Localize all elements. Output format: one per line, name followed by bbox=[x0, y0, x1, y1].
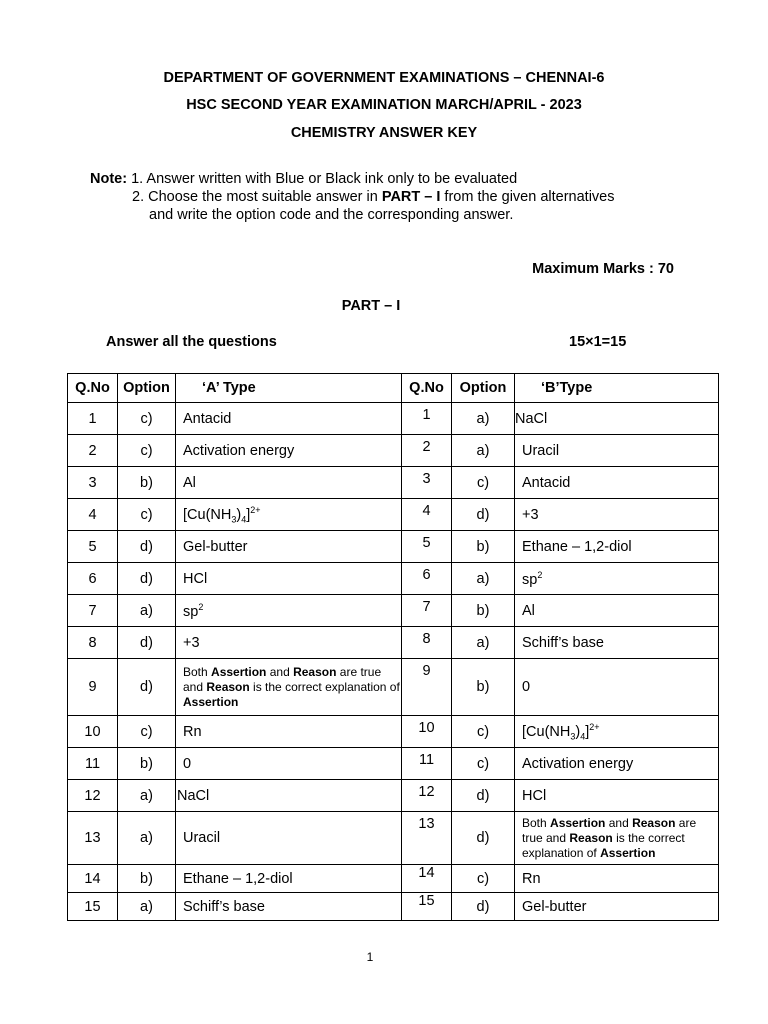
cell-option-b: a) bbox=[452, 563, 515, 595]
cell-option-a: a) bbox=[118, 595, 176, 627]
cell-answer-a bbox=[176, 499, 402, 531]
cell-qno-b: 2 bbox=[402, 435, 452, 467]
cell-answer-a: HCl bbox=[176, 563, 402, 595]
cell-answer-b: HCl bbox=[515, 780, 719, 812]
note-item-2-cont: and write the option code and the corresponding answer. bbox=[149, 207, 514, 223]
cell-qno-b: 13 bbox=[402, 812, 452, 865]
cell-option-a: c) bbox=[118, 403, 176, 435]
cell-answer-a: Gel-butter bbox=[176, 531, 402, 563]
answer-bold: Assertion bbox=[183, 694, 239, 709]
cell-option-a: c) bbox=[118, 716, 176, 748]
cell-qno-b: 10 bbox=[402, 716, 452, 748]
cell-option-b: c) bbox=[452, 716, 515, 748]
answer-bold: Reason bbox=[293, 664, 337, 679]
cell-option-b: b) bbox=[452, 531, 515, 563]
cell-option-b: b) bbox=[452, 659, 515, 716]
cell-answer-b bbox=[515, 812, 719, 865]
formula-superscript: 2+ bbox=[589, 721, 600, 732]
table-row bbox=[68, 435, 719, 467]
cell-answer-b: Al bbox=[515, 595, 719, 627]
formula-superscript: 2+ bbox=[250, 504, 261, 515]
formula-part: sp bbox=[522, 571, 538, 588]
cell-option-b: b) bbox=[452, 595, 515, 627]
table-row bbox=[68, 499, 719, 531]
formula-subscript: 4 bbox=[241, 514, 247, 525]
cell-option-b: c) bbox=[452, 865, 515, 893]
maximum-marks: Maximum Marks : 70 bbox=[532, 261, 674, 277]
page-number: 1 bbox=[366, 950, 374, 964]
cell-qno-a: 2 bbox=[68, 435, 118, 467]
answer-bold: Assertion bbox=[550, 815, 606, 830]
answer-bold: Reason bbox=[206, 679, 250, 694]
part-title: PART – I bbox=[341, 298, 401, 314]
formula-part: ) bbox=[575, 723, 581, 740]
cell-qno-b: 14 bbox=[402, 865, 452, 893]
table-row bbox=[68, 780, 719, 812]
header-qno-a: Q.No bbox=[68, 374, 118, 403]
cell-option-a: b) bbox=[118, 467, 176, 499]
cell-option-a: b) bbox=[118, 748, 176, 780]
cell-answer-a: 0 bbox=[176, 748, 402, 780]
cell-option-b: d) bbox=[452, 499, 515, 531]
cell-answer-b: Antacid bbox=[515, 467, 719, 499]
cell-answer-a: Antacid bbox=[176, 403, 402, 435]
cell-qno-b: 9 bbox=[402, 659, 452, 716]
formula-superscript: 2 bbox=[537, 569, 543, 580]
answer-bold: Reason bbox=[632, 815, 676, 830]
answer-text: Both bbox=[522, 815, 551, 830]
table-row bbox=[68, 716, 719, 748]
note-item-2-text-end: from the given alternatives bbox=[440, 189, 615, 205]
cell-answer-a: NaCl bbox=[176, 780, 402, 812]
cell-option-b: d) bbox=[452, 780, 515, 812]
formula-superscript: 2 bbox=[198, 601, 204, 612]
table-row bbox=[68, 563, 719, 595]
cell-answer-a: Uracil bbox=[176, 812, 402, 865]
cell-qno-a: 4 bbox=[68, 499, 118, 531]
cell-option-a: d) bbox=[118, 563, 176, 595]
cell-option-b: d) bbox=[452, 812, 515, 865]
formula-part: [Cu(NH bbox=[522, 723, 571, 740]
cell-answer-b: Ethane – 1,2-diol bbox=[515, 531, 719, 563]
cell-option-a: a) bbox=[118, 812, 176, 865]
formula-part: [Cu(NH bbox=[183, 506, 232, 523]
answer-text: Both bbox=[183, 664, 212, 679]
note-item-1: 1. Answer written with Blue or Black ink only to be evaluated bbox=[127, 171, 518, 187]
cell-answer-b: Schiff’s base bbox=[515, 627, 719, 659]
cell-qno-b: 3 bbox=[402, 467, 452, 499]
cell-answer-a: Ethane – 1,2-diol bbox=[176, 865, 402, 893]
cell-option-b: a) bbox=[452, 627, 515, 659]
header-b-type: ‘B’Type bbox=[515, 374, 719, 403]
answer-text: are true and bbox=[183, 664, 382, 694]
cell-answer-b: Gel-butter bbox=[515, 893, 719, 921]
header-line-2: HSC SECOND YEAR EXAMINATION MARCH/APRIL - 2023 bbox=[186, 97, 582, 113]
cell-answer-b: +3 bbox=[515, 499, 719, 531]
formula-part: sp bbox=[183, 603, 199, 620]
table-row bbox=[68, 467, 719, 499]
cell-qno-a: 13 bbox=[68, 812, 118, 865]
cell-answer-b: 0 bbox=[515, 659, 719, 716]
cell-answer-b bbox=[515, 563, 719, 595]
cell-qno-b: 8 bbox=[402, 627, 452, 659]
note-item-2-text: 2. Choose the most suitable answer in bbox=[132, 189, 382, 205]
table-row bbox=[68, 748, 719, 780]
answer-clip bbox=[522, 816, 718, 861]
answer-text: are true and bbox=[522, 815, 697, 845]
cell-answer-b: Activation energy bbox=[515, 748, 719, 780]
header-qno-b: Q.No bbox=[402, 374, 452, 403]
table-row bbox=[68, 531, 719, 563]
table-row bbox=[68, 403, 719, 435]
answer-text: and bbox=[605, 815, 633, 830]
cell-answer-b: Uracil bbox=[515, 435, 719, 467]
table-row bbox=[68, 627, 719, 659]
table-row bbox=[68, 865, 719, 893]
cell-qno-a: 7 bbox=[68, 595, 118, 627]
marks-formula: 15×1=15 bbox=[569, 334, 627, 350]
cell-qno-a: 14 bbox=[68, 865, 118, 893]
cell-option-b: c) bbox=[452, 467, 515, 499]
header-line-3: CHEMISTRY ANSWER KEY bbox=[290, 125, 478, 141]
answer-text: is the correct explanation of bbox=[249, 679, 400, 694]
cell-qno-a: 5 bbox=[68, 531, 118, 563]
answer-bold: Assertion bbox=[600, 845, 656, 860]
cell-option-b: a) bbox=[452, 403, 515, 435]
cell-qno-b: 1 bbox=[402, 403, 452, 435]
formula-subscript: 3 bbox=[570, 731, 576, 742]
formula-subscript: 3 bbox=[231, 514, 237, 525]
cell-option-a: a) bbox=[118, 893, 176, 921]
formula-subscript: 4 bbox=[580, 731, 586, 742]
table-header-row bbox=[68, 374, 719, 403]
header-option-b: Option bbox=[452, 374, 515, 403]
cell-qno-b: 4 bbox=[402, 499, 452, 531]
answer-key-table bbox=[67, 373, 719, 921]
cell-option-b: c) bbox=[452, 748, 515, 780]
cell-qno-a: 11 bbox=[68, 748, 118, 780]
instruction: Answer all the questions bbox=[106, 334, 277, 350]
cell-answer-b: Rn bbox=[515, 865, 719, 893]
cell-option-a: c) bbox=[118, 499, 176, 531]
cell-answer-a: Rn bbox=[176, 716, 402, 748]
cell-qno-a: 9 bbox=[68, 659, 118, 716]
note-label: Note: bbox=[90, 171, 128, 187]
cell-answer-b bbox=[515, 716, 719, 748]
cell-qno-a: 10 bbox=[68, 716, 118, 748]
formula-part: ] bbox=[585, 723, 590, 740]
cell-option-b: a) bbox=[452, 435, 515, 467]
cell-option-a: d) bbox=[118, 531, 176, 563]
header-line-1: DEPARTMENT OF GOVERNMENT EXAMINATIONS – CHENNAI-6 bbox=[163, 70, 605, 86]
cell-qno-a: 12 bbox=[68, 780, 118, 812]
answer-text: and bbox=[266, 664, 294, 679]
cell-option-a: b) bbox=[118, 865, 176, 893]
cell-qno-b: 15 bbox=[402, 893, 452, 921]
formula-part: ) bbox=[236, 506, 242, 523]
note-item-2 bbox=[90, 188, 615, 206]
cell-answer-a: +3 bbox=[176, 627, 402, 659]
table-row bbox=[68, 659, 719, 716]
answer-bold: Assertion bbox=[211, 664, 267, 679]
cell-qno-b: 5 bbox=[402, 531, 452, 563]
note-block bbox=[90, 170, 615, 224]
cell-qno-a: 15 bbox=[68, 893, 118, 921]
cell-option-a: d) bbox=[118, 659, 176, 716]
cell-qno-b: 6 bbox=[402, 563, 452, 595]
table-row bbox=[68, 812, 719, 865]
cell-option-a: a) bbox=[118, 780, 176, 812]
cell-qno-b: 7 bbox=[402, 595, 452, 627]
cell-answer-a bbox=[176, 659, 402, 716]
cell-qno-a: 6 bbox=[68, 563, 118, 595]
cell-qno-a: 8 bbox=[68, 627, 118, 659]
cell-answer-a bbox=[176, 595, 402, 627]
cell-answer-b: NaCl bbox=[515, 403, 719, 435]
cell-answer-a: Schiff’s base bbox=[176, 893, 402, 921]
cell-answer-a: Activation energy bbox=[176, 435, 402, 467]
cell-qno-b: 12 bbox=[402, 780, 452, 812]
answer-bold: Reason bbox=[569, 830, 613, 845]
cell-qno-a: 1 bbox=[68, 403, 118, 435]
note-item-2-bold: PART – I bbox=[381, 189, 441, 205]
table-row bbox=[68, 893, 719, 921]
header-a-type: ‘A’ Type bbox=[176, 374, 402, 403]
formula-part: ] bbox=[246, 506, 251, 523]
cell-option-a: d) bbox=[118, 627, 176, 659]
answer-text: is the correct explanation of bbox=[522, 830, 685, 860]
cell-qno-a: 3 bbox=[68, 467, 118, 499]
table-row bbox=[68, 595, 719, 627]
cell-answer-a: Al bbox=[176, 467, 402, 499]
cell-option-b: d) bbox=[452, 893, 515, 921]
cell-qno-b: 11 bbox=[402, 748, 452, 780]
cell-option-a: c) bbox=[118, 435, 176, 467]
header-option-a: Option bbox=[118, 374, 176, 403]
